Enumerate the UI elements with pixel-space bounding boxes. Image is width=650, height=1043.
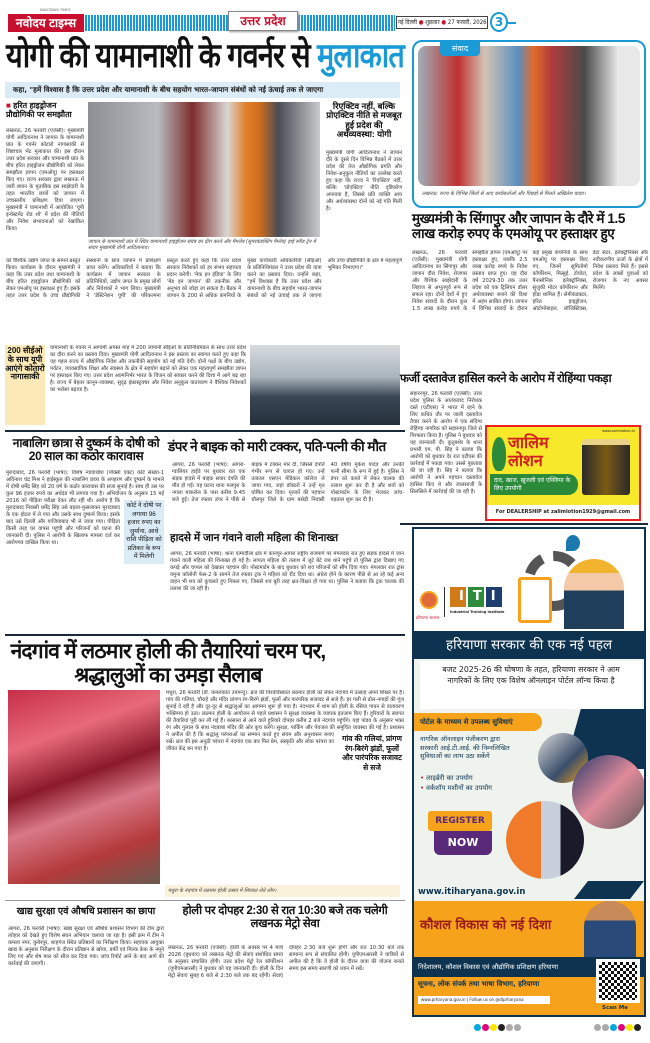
ad-brand: जालिम लोशन <box>508 435 549 470</box>
bullet-text: लाइब्रेरी का उपयोग <box>426 774 473 782</box>
bulb-icon <box>566 535 580 551</box>
headline-highlight: मुलाकात <box>316 37 404 75</box>
lead-continued-body: को वैश्विक उद्योग जगत के सामने प्रस्तुत किया। कार्यक्रम के दौरान मुख्यमंत्री ने कहा कि उत्तर प्रदेश तथा यामानाशी के बीच हरित हाइड्रोजन प्रौद्योगिकी को लेकर एमओयू पर हस्ताक्षर हुए हैं। इसके तहत उत्तर प्रदेश के उच्च प्रौद्योगिकी संस्थानों के छात्र जापान में प्रशिक्षण प्राप्त करेंगे। अधिकारियों ने बताया कि कार्यक्रम में जापान सरकार के प्रतिनिधियों, उद्योग जगत के प्रमुख लोगों और निवेशकों ने भाग लिया। मुख्यमंत्री ने 'डेस्टिनेशन यूपी' की परिकल्पना प्रस्तुत करते हुए कहा कि उत्तर प्रदेश सरकार निवेशकों को हर संभव सहायता प्रदान करेगी। 'मेक इन इंडिया' के लिए 'मेड इन जापान' की तकनीक और अनुभव को जोड़ा जा सकता है। बैठक में जापान के 200 से अधिक कंपनियों के मुख्य कार्यकारी अधिकारियों (सीईओ) के प्रतिनिधिमंडल ने उत्तर प्रदेश की यात्रा करने का प्रस्ताव दिया। उन्होंने कहा, "हमें विश्वास है कि उत्तर प्रदेश और यामानाशी के बीच सहयोग भारत-जापान संबंधों को नई ऊंचाई तक ले जाएगा और उच्च प्रौद्योगिकी के क्षेत्र में महत्वपूर्ण भूमिका निभाएगा।" <box>6 258 402 299</box>
ad-department: निदेशालय, कौशल विकास एवं औद्योगिक प्रशिक्षण हरियाणा <box>418 963 559 971</box>
clipboard-icon <box>518 577 552 623</box>
register-now-button[interactable] <box>428 811 492 859</box>
court-body: मुरादाबाद, 26 फरवरी (भाषा): विशेष न्यायाधीश (पॉक्सो एक्ट) कोर्ट संख्या-1 अविनाश चंद्र मिश्र ने हाईस्कूल की नाबालिग छात्रा के अपहरण और दुष्कर्म के मामले में दोषी धर्मेंद्र सिंह को 20 वर्ष के कठोर कारावास की सजा सुनाई है। साथ ही उस पर कुल 96 हजार रुपये का अर्थदंड भी लगाया गया है। अभियोजन के अनुसार 15 मई 2016 को पीड़िता परीक्षा देकर लौट रही थी। आरोप है कि मुरादाबाद निवासी धर्मेंद्र सिंह उसे बहला-फुसलाकर मुरादाबाद के एक होटल में ले गया और उसके साथ दुष्कर्म किया। इसके बाद उसे दिल्ली और गाजियाबाद भी ले जाया गया। पीड़िता किसी तरह घर वापस पहुंची और परिजनों को घटना की जानकारी दी। पुलिस ने आरोपी के खिलाफ मामला दर्ज कर आरोपपत्र दाखिल किया था। <box>6 470 164 546</box>
holi-article <box>166 690 404 883</box>
workshop-photo-3 <box>506 801 584 879</box>
dateline-text: नई दिल्ली ● शुक्रवार ● 27 फरवरी, 2026 <box>397 19 487 26</box>
holi-caption: मथुरा के नंदगांव में लठमार होली उत्सव में शिरकत लेते लोग। <box>165 885 400 897</box>
mou-body: लखनऊ, 26 फरवरी (एजेंसी): मुख्यमंत्री योगी आदित्यनाथ का सिंगापुर और जापान दौरा निवेश, रोजगार और वैश्विक साझेदारी के लिहाज से अभूतपूर्व रूप से सफल रहा। दोनों देशों में हुए निवेश संवादों के दौरान कुल 1.5 लाख करोड़ रुपये के समझौता ज्ञापन (एमओयू) पर हस्ताक्षर हुए, जबकि 2.5 लाख करोड़ रुपये के निवेश प्रस्ताव प्राप्त हुए। यह दौरा वर्ष 2029-30 तक उत्तर प्रदेश को एक ट्रिलियन डॉलर अर्थव्यवस्था बनाने की दिशा में अहम साबित होगा। जापान में विभिन्न संवादों के दौरान कई प्रमुख कंपनियों के साथ एमओयू पर हस्ताक्षर किए गए, जिनमें सुमितोमो कॉर्पोरेशन, मित्सुई, टोयोटा, पैनासोनिक इलेक्ट्रॉनिक्स, सुजुकी मोटर कॉर्पोरेशन और होंडा शामिल हैं। सेमीकंडक्टर, हरित हाइड्रोजन, ऑटोमोबाइल, लॉजिस्टिक्स, डेटा सेंटर, इलेक्ट्रॉनिक्स और नवीकरणीय ऊर्जा के क्षेत्रों में निवेश प्रस्ताव मिले हैं। इससे प्रदेश के लाखों युवाओं को रोजगार के नए अवसर मिलेंगे। <box>412 250 648 312</box>
column-headline: रिएक्टिव नहीं, बल्कि प्रोएक्टिव नीति से मजबूत हुई प्रदेश की अर्थव्यवस्था: योगी <box>326 101 402 140</box>
lead-quote: कहा, "हमें विश्वास है कि उत्तर प्रदेश और यामानाशी के बीच सहयोग भारत-जापान संबंधों को नई ऊंचाई तक ले जाएगा <box>13 85 324 94</box>
haryana-iti-ad[interactable] <box>412 527 646 1017</box>
date: 27 फरवरी, 2026 <box>447 19 487 26</box>
holi-headline: नंदगांव में लठमार होली की तैयारियां चरम पर, श्रद्धालुओं का उमड़ा सैलाब <box>10 640 326 687</box>
logo-separator <box>444 587 445 617</box>
navy-strip <box>574 881 644 899</box>
dragon-icon <box>492 437 506 471</box>
train-photo <box>250 345 400 425</box>
column-body: मुख्यमंत्री योगी आदित्यनाथ ने जापान दौरे के दूसरे दिन विभिन्न बैठकों में उत्तर प्रदेश की तेज औद्योगिक प्रगति और निवेश-अनुकूल नीतियों का उल्लेख करते हुए कहा कि राज्य ने 'रिएक्टिव' नहीं, बल्कि 'प्रोएक्टिव' नीति दृष्टिकोण अपनाया है, जिससे प्रति व्यक्ति आय और अर्थव्यवस्था दोनों को नई गति मिली है। <box>326 150 402 212</box>
section-label-box <box>228 11 298 31</box>
court-headline: नाबालिग छात्रा से दुष्कर्म के दोषी को 20 साल का कठोर कारावास <box>12 436 160 464</box>
slogan-band <box>414 901 644 957</box>
logo-subtitle: NAVODAYA TIMES <box>40 8 71 12</box>
zalim-lotion-ad[interactable] <box>485 425 641 521</box>
iti-text: ITI <box>459 589 505 604</box>
court-pullquote: कोर्ट ने दोषी पर लगाया 96 हजार रुपए का जुर्माना, आधे राशि पीड़िता को प्रतिकर के रूप में मिलेगी <box>124 500 164 564</box>
dumper-body: आगरा, 26 फरवरी (भाषा): आगरा-ग्वालियर हाईवे पर बुधवार रात एक सड़क हादसे में बाइक सवार दंपति की मौत हो गई। यह घटना थाना मलपुरा के नगला माकरोल के पास करीब 9:45 बजे हुई। तेज रफ्तार डंपर ने पीछे से बाइक में टक्कर मार दी, जिससे दंपति गंभीर रूप से घायल हो गए। उन्हें तत्काल एसएन मेडिकल कॉलेज ले जाया गया, जहां डॉक्टरों ने उन्हें मृत घोषित कर दिया। मृतकों की पहचान धौलपुर जिले के ग्राम बसेड़ी निवासी 40 वर्षीय मुकेश यादव और उनकी पत्नी सीमा के रूप में हुई है। पुलिस ने डंपर को कब्जे में लेकर चालक की तलाश शुरू कर दी है और शवों को पोस्टमार्टम के लिए भेजकर जांच-पड़ताल शुरू कर दी है। <box>172 462 404 503</box>
masthead <box>0 8 650 36</box>
holi-body: मथुरा, 26 फरवरी (डॉ. कमलकांत उपमन्यु): ब्रज की विश्वविख्यात लठमार होली को लेकर नंदगांव में उत्साह अपने शिखर पर है। गांव की गलियां, चौराहे और मंदिर प्रांगण रंग-बिरंगे झंडों, फूलों और पारंपरिक सजावट से सजे हैं। हर गली से ढोल-नगाड़ों की गूंज सुनाई दे रही है और दूर-दूर से श्रद्धालुओं का आगमन शुरू हो गया है। नंदभवन में शाम को होली के रसिया गायन से वातावरण भक्तिमय हो उठा। लठमार होली के आयोजन से पहले प्रशासन ने सुरक्षा व्यवस्था के व्यापक इंतजाम किए हैं। हुरियारों के स्वागत की तैयारियां पूरी कर ली गई हैं। बरसाना से आने वाले हुरियारे दोपहर करीब 2 बजे नंदगांव पहुंचेंगे। यहां पांडव के अनुसार भक्त रंग और गुलाल के साथ नंदबाबा मंदिर की ओर कूच करेंगे। सुरक्षा, पार्किंग और पेयजल की समुचित व्यवस्था की गई है। प्रशासन ने अपील की है कि श्रद्धालु परंपराओं का सम्मान करते हुए संयम और अनुशासन बनाए रखें। ब्रज की इस अनूठी परंपरा में नंदगांव एक बार फिर प्रेम, संस्कृति और लोक परंपरा का जीवंत केंद्र बन गया है। <box>166 690 404 752</box>
lead-photo <box>88 102 320 237</box>
side-body: लखनऊ, 26 फरवरी (एजेंसी): मुख्यमंत्री योगी आदित्यनाथ ने जापान के यामानाशी प्रांत के गवर्नर कोटारो नागासाकी से शिष्टाचार भेंट मुलाकात की। इस दौरान उत्तर प्रदेश सरकार और यामानाशी प्रांत के बीच हरित हाइड्रोजन प्रौद्योगिकी को लेकर समझौता ज्ञापन (एमओयू) पर हस्ताक्षर किए गए। राज्य सरकार द्वारा लखनऊ में जारी बयान के मुताबिक इस साझेदारी के तहत भारतीय छात्रों को जापान में उच्चस्तरीय प्रशिक्षण दिया जाएगा। मुख्यमंत्री ने यामानाशी में आयोजित 'यूपी इन्वेस्टमेंट रोड शो' में प्रदेश की नीतियों और निवेश संभावनाओं को रेखांकित किया। <box>6 128 84 232</box>
qr-code[interactable] <box>596 959 640 1003</box>
dateline <box>396 16 488 29</box>
ad-tagline: दाद, खाज, खुजली एवं एक्जिमा के लिए उपयोगी <box>490 474 578 495</box>
mechanic-illustration <box>584 901 636 957</box>
ad-social-links[interactable]: www.prharyana.gov.in | Follow us on @diprharyana <box>421 997 524 1002</box>
fsda-headline: खाद्य सुरक्षा एवं औषधि प्रशासन का छापा <box>16 906 156 917</box>
page-line <box>508 22 516 24</box>
metro-body: लखनऊ, 26 फरवरी (एजेंसी): होली के अवसर पर 4 मार्च 2026 (बुधवार) को लखनऊ मेट्रो की सेवाएं संशोधित समय के अनुसार संचालित होंगी। उत्तर प्रदेश मेट्रो रेल कॉर्पोरेशन (यूपीएमआरसी) ने बुधवार को यह जानकारी दी। होली के दिन मेट्रो सेवाएं सुबह 6 बजे से 2:30 बजे तक बंद रहेंगी। सेवाएं दोपहर 2:30 बजे शुरू होंगी और रात 10:30 बजे तक सामान्य रूप से संचालित होंगी। यूपीएमआरसी ने यात्रियों से अपील की है कि वे होली के दौरान यात्रा की योजना बनाते समय इस समय सारणी को ध्यान में रखें। <box>168 945 404 979</box>
haryana-logo-caption: हरियाणा सरकार <box>416 615 440 620</box>
print-registration-marks <box>474 1024 521 1031</box>
print-registration-marks <box>594 1024 641 1031</box>
samvad-tag: संवाद <box>440 42 480 56</box>
holi-pullquote: गांव की गलियां, प्रांगण रंग-बिरंगे झंडों, फूलों और पारंपरिक सजावट से सजे <box>340 734 404 772</box>
newspaper-logo <box>8 14 84 32</box>
ad-website[interactable]: www.itiharyana.gov.in <box>418 887 526 897</box>
woman-body: आगरा, 26 फरवरी (भाषा): थाना एत्मादौला क्षेत्र में कानपुर-आगरा राष्ट्रीय राजमार्ग पर मंगलवार रात हुए सड़क हादसे में जान गंवाने वाली महिला की शिनाख्त हो गई है। लापता महिला की तलाश में जुटे बेटे जब थाने पहुंचे तो पुलिस द्वारा दिखाए गए कपड़े और चप्पल को देखकर पहचान की। पोस्टमार्टम के बाद बुधवार को शव परिजनों को सौंप दिया गया। मंगलवार रात ट्रांस यमुना कॉलोनी फेस-2 के सामने तेज रफ्तार ट्रक ने महिला को रौंद दिया था। अंधेरा होने के कारण पीछे से आ रहे कई अन्य वाहन भी शव को कुचलते हुए निकल गए, जिससे शव बुरी तरह क्षत-विक्षत हो गया था। पुलिस ने बताया कि ट्रक चालक की तलाश की जा रही है। <box>170 551 404 592</box>
rohingya-headline: फर्जी दस्तावेज हासिल करने के आरोप में रोहिंग्या पकड़ा <box>400 373 612 385</box>
ad-intro: बजट 2025-26 की घोषणा के तहत, हरियाणा सरकार ने आम नागरिकों के लिए एक विशेष ऑनलाइन पोर्टल लॉन्च किया है <box>420 661 642 709</box>
dumper-headline: डंपर ने बाइक को मारी टक्कर, पति-पत्नी की मौत <box>168 439 386 454</box>
metro-headline: होली पर दोपहर 2:30 से रात 10:30 बजे तक चलेगी लखनऊ मेट्रो सेवा <box>182 905 388 930</box>
iti-subtitle: Industrial Training Institute <box>450 610 505 614</box>
samvad-caption: लखनऊ: राज्य के विभिन्न जिलों से आए कार्यकर्ताओं और पिछड़ों से मिलते अखिलेश यादव। <box>422 191 586 197</box>
ad-bullets <box>420 773 538 793</box>
court-article <box>6 470 164 630</box>
bullet-text: वर्कशॉप मशीनों का उपयोग <box>426 784 492 792</box>
product-bottle <box>582 439 630 495</box>
side-headline: ■ हरित हाइड्रोजन प्रौद्योगिकी पर समझौता <box>6 101 72 119</box>
divider <box>5 634 405 636</box>
lead-photo-caption: जापान के यामानाशी प्रांत में स्थित यामानाशी हाइड्रोजन संयंत्र का दौरा करते और मैगलेव (सुपरकंडक्टिंग मैग्लेव) हाई स्पीड ट्रेन में सवार मुख्यमंत्री योगी आदित्यनाथ। <box>88 239 316 251</box>
headline-part: योगी की यामानाशी के गवर्नर से <box>6 37 317 75</box>
register-label: REGISTER <box>428 811 492 831</box>
mou-headline: मुख्यमंत्री के सिंगापुर और जापान के दौरे में 1.5 लाख करोड़ रुपए के एमओयू पर हस्ताक्षर हुए <box>412 211 626 241</box>
city: नई दिल्ली <box>397 19 418 26</box>
ad-description: नागरिक ऑनलाइन पंजीकरण द्वारा सरकारी आई.टी.आई. की निम्नलिखित सुविधाओं का लाभ उठा सकेंगे <box>420 735 510 760</box>
bullet-item: • लाइब्रेरी का उपयोग <box>420 774 473 782</box>
ad-banner: हरियाणा सरकार की एक नई पहल <box>445 637 613 653</box>
rohingya-body: सहारनपुर, 26 फरवरी (एजेंसी): उत्तर प्रदेश पुलिस के आतंकवाद निरोधक दस्ते (एटीएस) ने भारत में रहने के लिए कथित तौर पर जाली दस्तावेज तैयार करने के आरोप में एक संदिग्ध रोहिंग्या नागरिक को सहारनपुर जिले से गिरफ्तार किया है। पुलिस ने बुधवार को यह जानकारी दी। कुतुबशेर के थाना प्रभारी एम. पी. सिंह ने बताया कि आरोपी को बुधवार देर रात एटीएस की कार्रवाई में पकड़ा गया। उससे पूछताछ की जा रही है। सिंह ने बताया कि आरोपी ने अपने पहचान दस्तावेज हासिल किए थे और जालसाजी के सिलसिले में कार्रवाई की जा रही है। <box>410 391 482 495</box>
divider <box>5 900 405 901</box>
divider <box>400 523 648 525</box>
ceo-box-body: यामानाशी के गवर्नर ने आगामी अगस्त माह में 200 जापानी सीईओ के प्रतिनिधिमंडल के साथ उत्तर प्रदेश का दौरा करने का प्रस्ताव दिया। मुख्यमंत्री योगी आदित्यनाथ ने इस प्रस्ताव का स्वागत करते हुए कहा कि यह पहल राज्य में औद्योगिक निवेश और तकनीकी सहयोग को नई गति देगी। दोनों पक्षों के बीच उद्योग, पर्यटन, व्यावसायिक शिक्षा और स्वास्थ्य के क्षेत्र में सहयोग बढ़ाने को लेकर एक महत्वपूर्ण समझौता ज्ञापन पर हस्ताक्षर किए गए। उत्तर प्रदेश आत्मनिर्भर भारत के विजन को साकार करने की दिशा में आगे बढ़ रहा है। राज्य में बेहतर कानून-व्यवस्था, सुदृढ़ इंफ्रास्ट्रक्चर और निवेश अनुकूल वातावरण ने वैश्विक निवेशकों का भरोसा बढ़ाया है। <box>50 345 246 393</box>
samvad-photo <box>418 46 640 186</box>
workshop-photo-2 <box>572 755 646 829</box>
scan-me-label: Scan Me <box>602 1005 628 1011</box>
ad-info-dept: सूचना, लोक संपर्क तथा भाषा विभाग, हरियाणा <box>418 980 540 988</box>
day: शुक्रवार <box>425 19 440 26</box>
workers-illustration <box>564 559 624 629</box>
haryana-emblem-icon <box>420 591 438 609</box>
ad-dealer-email[interactable]: For DEALERSHIP at zalimlotion1929@gmail.com <box>495 509 631 515</box>
now-label: NOW <box>434 831 492 855</box>
side-headline-text: हरित हाइड्रोजन प्रौद्योगिकी पर समझौता <box>6 101 72 119</box>
lead-headline <box>6 38 404 75</box>
holi-photo <box>8 690 160 884</box>
fsda-body: आगरा, 26 फरवरी (भाषा): खाद्य सुरक्षा एवं औषधि प्रशासन विभाग की टीम द्वारा त्योहार को देखते हुए विशेष सघन अभियान चलाया जा रहा है। इसी क्रम में टीम ने कमला नगर, कुबेरपुर, शाहगंज स्थित प्रतिष्ठानों का निरीक्षण किया। सहायक आयुक्त खाद्य के अनुसार निरीक्षण के दौरान प्रतिष्ठान से खोया, बर्फी एवं मिल्क केक के नमूने लिए गए और शेष माल को सील कर दिया गया। जांच रिपोर्ट आने के बाद आगे की कार्रवाई की जाएगी। <box>8 926 164 967</box>
divider <box>5 430 405 432</box>
page-number: 3 <box>490 12 508 32</box>
logo-text: नवोदय टाइम्स <box>15 16 77 30</box>
ceo-box-headline: 200 सीईओ के साथ यूपी आएंगे कोतारो नागासाकी <box>5 346 45 382</box>
bullet-item: • वर्कशॉप मशीनों का उपयोग <box>420 784 492 792</box>
woman-headline: हादसे में जान गंवाने वाली महिला की शिनाख्त <box>170 532 339 544</box>
ad-url[interactable]: www.zalimlotion.in <box>602 429 635 433</box>
ad-slogan: कौशल विकास को नई दिशा <box>420 918 552 933</box>
ad-features-pill: पोर्टल के माध्यम से उपलब्ध सुविधाएं <box>420 718 513 726</box>
samvad-box <box>412 40 646 208</box>
section-label: उत्तर प्रदेश <box>240 14 286 28</box>
